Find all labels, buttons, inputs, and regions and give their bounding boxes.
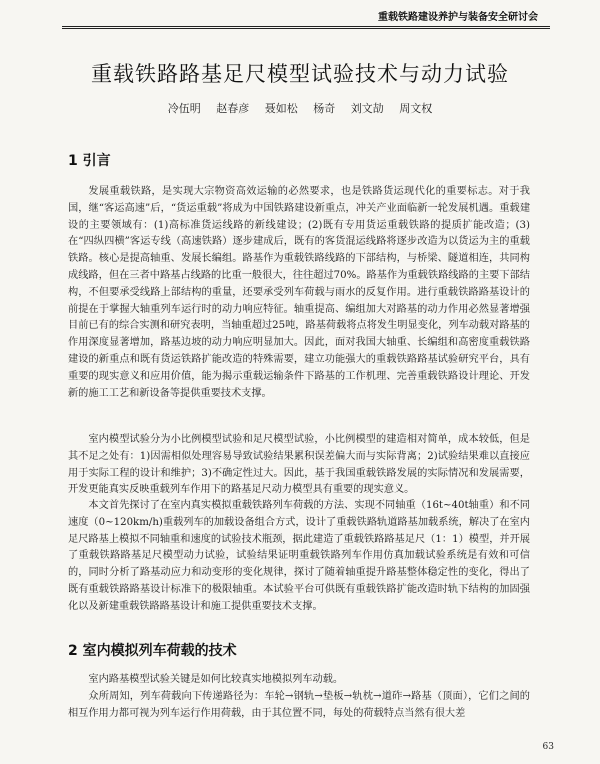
running-header: 重载铁路建设养护与装备安全研讨会 [378, 12, 538, 23]
section-heading-load-simulation: 2 室内模拟列车荷载的技术 [68, 643, 237, 659]
paragraph-intro-1: 发展重载铁路，是实现大宗物资高效运输的必然要求，也是铁路货运现代化的重要标志。对于我国，继“客运高速”后，“货运重载”将成为中国铁路建设新重点，冲关产业面临新一轮发展机遇。重载建设的主要领域有：(1)高标准货运线路的新线建设；(2)既有专用货运重载铁路的提质扩能改造；(3)在“四纵四横”客运专线（高速铁路）逐步建成后，既有的客货混运线路将逐步改造为以货运为主的重载铁路。核心是提高轴重、发展长编组。路基作为重载铁路线路的下部结构，与桥梁、隧道相连，共同构成线路，但在三者中路基占线路的比重一般很大，往往超过70%。路基作为重载铁路线路的主要下部结构，不但要承受线路上部结构的重量，还要承受列车荷载与雨水的反复作用。进行重载铁路路基设计的前提在于掌握大轴重列车运行时的动力响应特征。轴重提高、编组加大对路基的动力作用必然显著增强目前已有的综合实测和研究表明，当轴重超过25吨，路基荷载将点将发生明显变化，列车动载对路基的作用深度显著增加，路基边坡的动力响应明显加大。因此，面对我国大轴重、长编组和高密度重载铁路建设的新重点和既有货运铁路扩能改造的特殊需要，建立功能强大的重载铁路路基试验研究平台，具有重要的现实意义和应用价值，能为揭示重载运输条件下路基的工作机理、完善重载铁路设计理论、开发新的施工工艺和新设备等提供重要技术支撑。 [68, 186, 530, 399]
paper-title: 重载铁路路基足尺模型试验技术与动力试验 [91, 62, 509, 86]
author-list: 冷伍明 赵春彦 聂如松 杨奇 刘文劼 周文权 [167, 102, 433, 115]
page-number: 63 [542, 742, 554, 752]
header-rule-secondary [62, 28, 550, 29]
paragraph-section2-2: 众所周知，列车荷载向下传递路径为：车轮→钢轨→垫板→轨枕→道砟→路基（顶面），它们之间的相互作用力都可视为列车运行作用荷载，由于其位置不同，每处的荷载特点当然有很大差 [68, 691, 530, 719]
header-rule [62, 26, 550, 27]
paragraph-intro-3: 本文首先探讨了在室内真实模拟重载铁路列车荷载的方法、实现不同轴重（16t~40t轴重）和不同速度（0~120km/h)重载列车的加载设备组合方式，设计了重载铁路轨道路基加载系统，解决了在室内足尺路基上模拟不同轴重和速度的试验技术瓶颈，据此建造了重载铁路路基足尺（1：1）模型，并开展了重载铁路路基足尺模型动力试验，试验结果证明重载铁路列车作用仿真加载试验系统是有效和可信的，同时分析了路基动应力和动变形的变化规律，探讨了随着轴重提升路基整体稳定性的变化，得出了既有重载铁路路基设计标准下的极限轴重。本试验平台可供既有重载铁路扩能改造时轨下结构的加固强化以及新建重载铁路路基设计和施工提供重要技术支撑。 [68, 500, 530, 612]
section-heading-introduction: 1 引言 [68, 153, 111, 169]
paragraph-intro-2: 室内模型试验分为小比例模型试验和足尺模型试验，小比例模型的建造相对简单，成本较低，但是其不足之处有：1)因需相似处理容易导致试验结果累积误差偏大而与实际背离；2)试验结果难以直接应用于实际工程的设计和维护；3)不确定性过大。因此，基于我国重载铁路发展的实际情况和发展需要，开发更能真实反映重载列车作用下的路基足尺动力模型具有重要的现实意义。 [68, 434, 530, 496]
paragraph-section2-1: 室内路基模型试验关键是如何比较真实地模拟列车动载。 [88, 674, 344, 685]
